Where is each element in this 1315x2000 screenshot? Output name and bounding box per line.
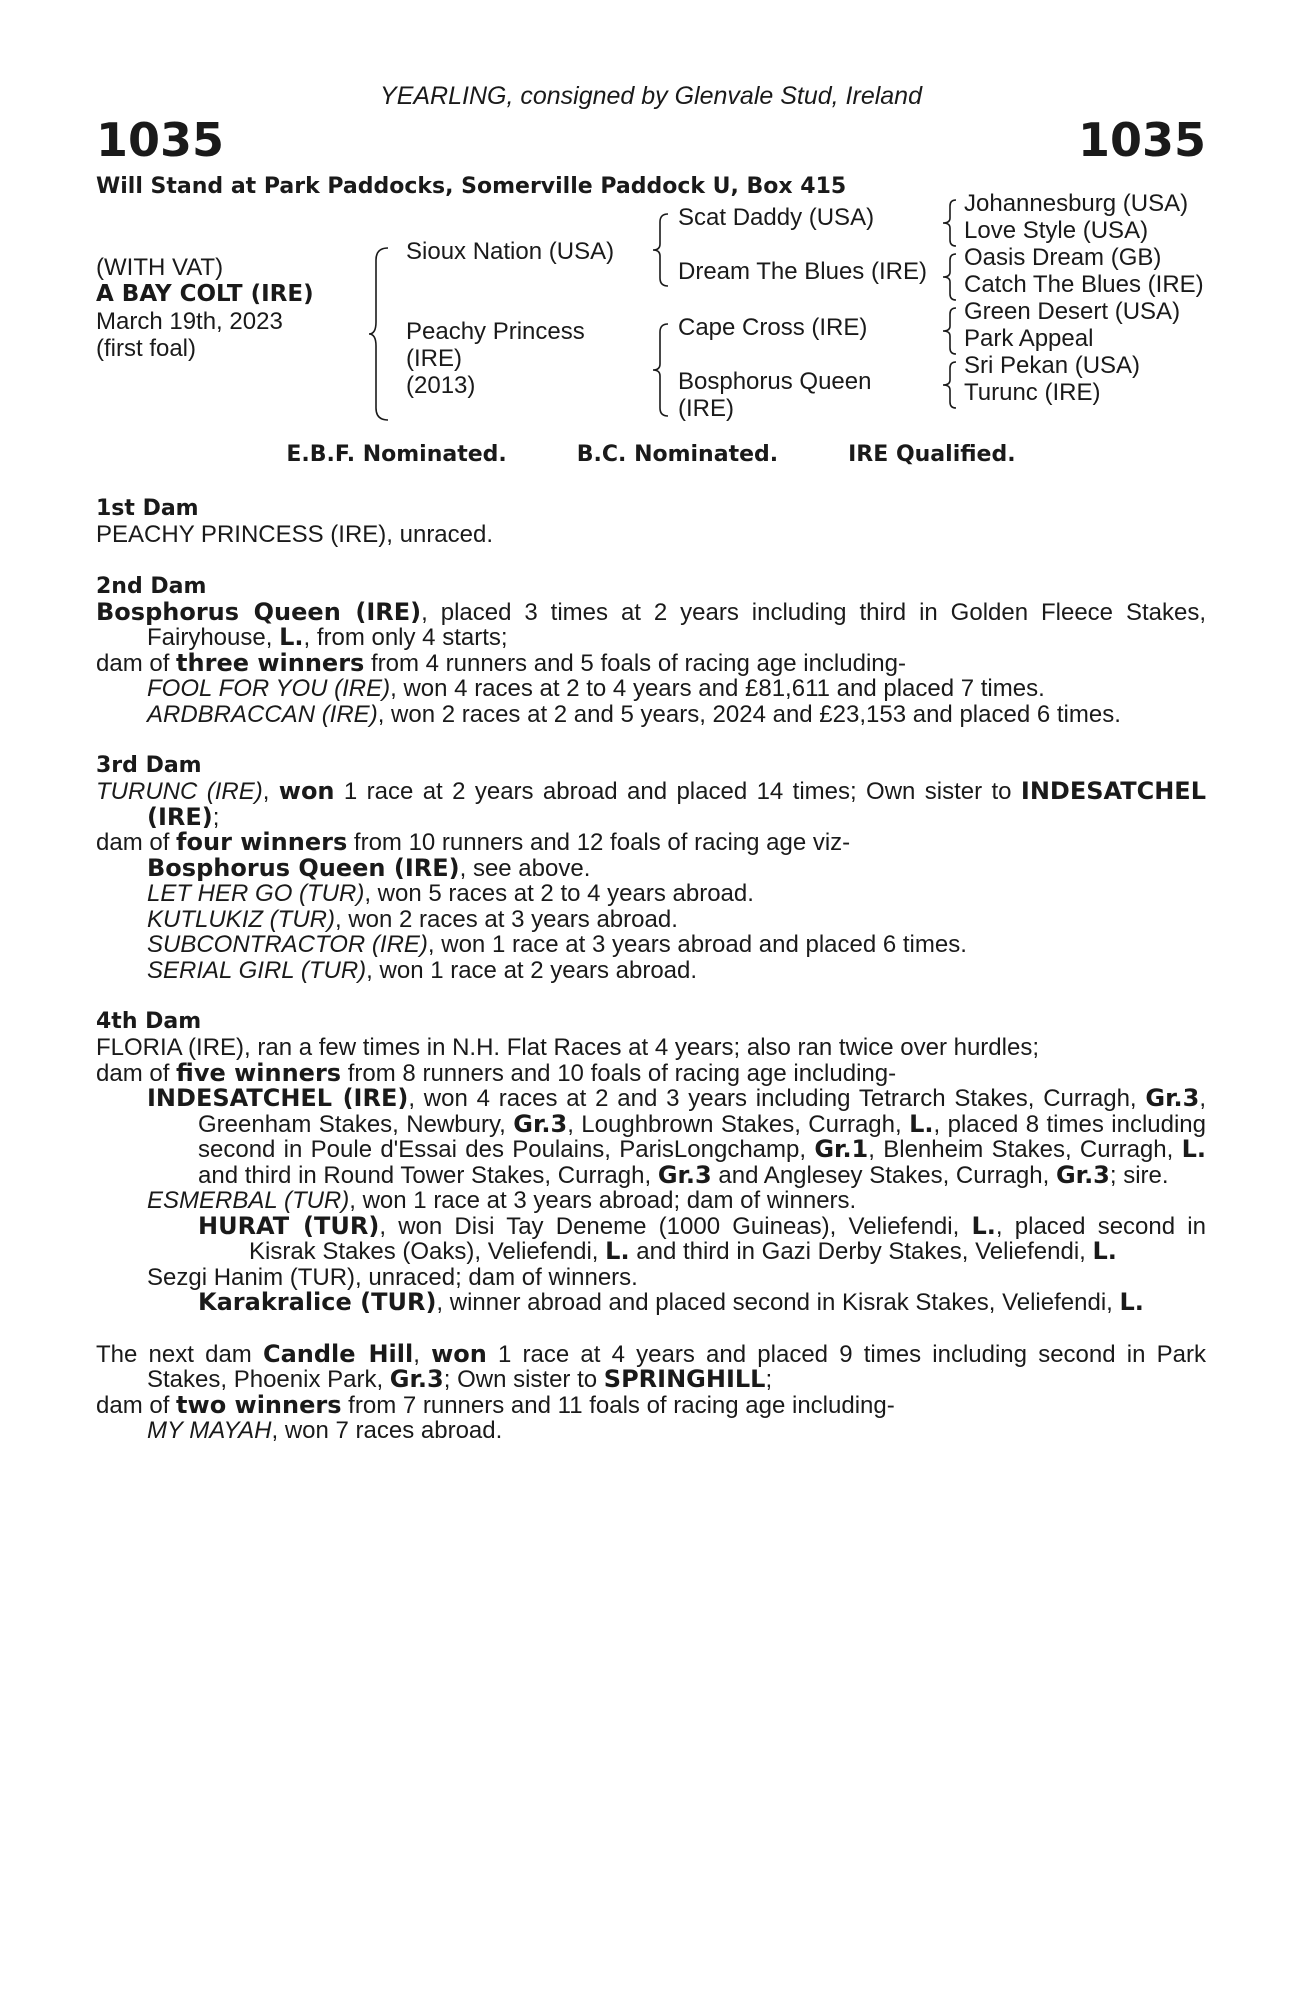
second-dam-produce	[96, 648, 1206, 677]
progeny-name: MY MAYAH	[147, 1417, 272, 1444]
pedigree-brace	[942, 252, 958, 302]
text: , from only 4 starts;	[303, 624, 508, 651]
next-dam-text	[96, 1339, 1206, 1393]
group-badge: Gr.3	[389, 1365, 444, 1393]
horse-name: A BAY COLT (IRE)	[96, 281, 314, 307]
catalogue-page	[96, 80, 1206, 1444]
dam-sire-sire: Green Desert (USA)	[964, 298, 1181, 325]
text: , won 2 races at 3 years abroad.	[335, 905, 678, 933]
text: ; sire.	[1109, 1161, 1169, 1189]
text: , Blenheim Stakes, Curragh,	[868, 1136, 1182, 1163]
nominations	[96, 440, 1206, 470]
text: , won 4 races at 2 to 4 years and £81,611 and placed 7 times.	[390, 675, 1045, 702]
dam-sire-dam: Park Appeal	[964, 325, 1094, 352]
next-dam-section	[96, 1339, 1206, 1444]
text: from 8 runners and 10 foals of racing age including-	[341, 1059, 897, 1087]
dam-dam-dam: Turunc (IRE)	[964, 379, 1101, 406]
text: dam of	[96, 1059, 177, 1087]
progeny-name: Karakralice (TUR)	[198, 1288, 437, 1316]
dam-sire: Cape Cross (IRE)	[678, 314, 868, 341]
sire-sire: Scat Daddy (USA)	[678, 204, 875, 231]
group-badge: Gr.3	[1145, 1084, 1200, 1112]
pedigree-brace	[942, 198, 958, 248]
text: ;	[212, 803, 220, 831]
progeny-item	[96, 1418, 1206, 1444]
dam-line-3: (2013)	[406, 372, 476, 399]
third-dam-section	[96, 753, 1206, 983]
pedigree-table	[96, 190, 1206, 436]
fourth-dam-section	[96, 1009, 1206, 1316]
progeny-item	[96, 1188, 1206, 1214]
fourth-dam-produce	[96, 1058, 1206, 1087]
lot-number-left: 1035	[96, 113, 225, 167]
progeny-name: Bosphorus Queen (IRE)	[147, 853, 460, 882]
dam-name: Candle Hill	[262, 1339, 414, 1368]
text: dam of	[96, 829, 177, 856]
text: , won 7 races abroad.	[271, 1417, 503, 1444]
ebf-nomination: E.B.F. Nominated.	[286, 442, 507, 467]
dam-line-2: (IRE)	[406, 345, 462, 372]
horse-dob: March 19th, 2023	[96, 308, 283, 335]
progeny-item	[96, 702, 1206, 728]
group-badge: Gr.3	[513, 1109, 568, 1138]
text: , see above.	[459, 854, 591, 882]
pedigree-brace	[368, 246, 390, 422]
progeny-name: SERIAL GIRL (TUR)	[147, 956, 367, 984]
text: from 7 runners and 11 foals of racing age including-	[341, 1391, 895, 1419]
progeny-item	[96, 676, 1206, 702]
text: , Loughbrown Stakes, Curragh,	[567, 1110, 910, 1138]
group-badge: Gr.3	[1055, 1160, 1110, 1189]
progeny-name: KUTLUKIZ (TUR)	[147, 905, 335, 933]
listed-badge: L.	[971, 1211, 996, 1240]
sale-header: YEARLING, consigned by Glenvale Stud, Ireland	[380, 82, 922, 110]
text: The next dam	[96, 1340, 263, 1368]
winners-count: two winners	[176, 1390, 342, 1419]
winners-count: five winners	[176, 1058, 342, 1087]
sire-dam-dam: Catch The Blues (IRE)	[964, 271, 1204, 298]
dam-dam-line-2: (IRE)	[678, 395, 734, 422]
dam-name: Bosphorus Queen (IRE)	[96, 597, 422, 626]
text: ;	[765, 1366, 773, 1393]
progeny-item	[96, 958, 1206, 984]
second-dam-section	[96, 574, 1206, 728]
sister-name: SPRINGHILL	[603, 1365, 766, 1393]
stabling-location: Will Stand at Park Paddocks, Somerville Paddock U, Box 415	[96, 174, 847, 199]
text: and third in Gazi Derby Stakes, Veliefendi,	[629, 1238, 1093, 1265]
text: dam of	[96, 1391, 177, 1419]
fourth-dam-heading: 4th Dam	[96, 1009, 202, 1034]
second-dam-heading: 2nd Dam	[96, 573, 207, 599]
sire-dam: Dream The Blues (IRE)	[678, 258, 927, 285]
progeny-name: INDESATCHEL (IRE)	[147, 1084, 409, 1112]
pedigree-brace	[942, 360, 958, 410]
text: , won 1 race at 2 years abroad.	[366, 956, 698, 984]
group-badge: Gr.3	[657, 1160, 712, 1189]
text: , won 1 race at 3 years abroad and placed 6 times.	[427, 931, 967, 958]
progeny-name: ARDBRACCAN (IRE)	[147, 700, 378, 728]
listed-badge: L.	[1119, 1288, 1144, 1316]
text: , won Disi Tay Deneme (1000 Guineas), Veliefendi,	[379, 1212, 972, 1240]
progeny-name: LET HER GO (TUR)	[147, 880, 365, 907]
third-dam-heading: 3rd Dam	[96, 753, 202, 778]
sire-sire-sire: Johannesburg (USA)	[964, 190, 1189, 217]
progeny-item	[96, 881, 1206, 907]
text: , Greenham Stakes, Newbury,	[198, 1085, 1207, 1138]
foal-note: (first foal)	[96, 335, 197, 362]
text: , won 5 races at 2 to 4 years abroad.	[364, 880, 754, 907]
text: , won 1 race at 3 years abroad; dam of winners.	[349, 1187, 857, 1214]
grand-progeny-item	[96, 1290, 1206, 1316]
dam-dam-line-1: Bosphorus Queen	[678, 368, 872, 395]
text: and third in Round Tower Stakes, Curragh,	[198, 1161, 658, 1189]
third-dam-text	[96, 779, 1206, 830]
progeny-item: Sezgi Hanim (TUR), unraced; dam of winners.	[147, 1263, 638, 1291]
text: won	[431, 1339, 487, 1368]
group-badge: Gr.1	[814, 1135, 869, 1163]
first-dam-text: PEACHY PRINCESS (IRE), unraced.	[96, 521, 494, 548]
text: from 10 runners and 12 foals of racing age viz-	[347, 829, 851, 856]
ire-qualified: IRE Qualified.	[848, 442, 1016, 467]
text: , winner abroad and placed second in Kisrak Stakes, Veliefendi,	[436, 1289, 1120, 1316]
progeny-item	[96, 1086, 1206, 1188]
next-dam-produce	[96, 1390, 1206, 1419]
text: ; Own sister to	[443, 1366, 604, 1393]
third-dam-produce	[96, 830, 1206, 856]
progeny-name: SUBCONTRACTOR (IRE)	[147, 931, 428, 958]
progeny-name: ESMERBAL (TUR)	[147, 1187, 350, 1214]
progeny-item	[96, 932, 1206, 958]
text: and Anglesey Stakes, Curragh,	[711, 1161, 1056, 1189]
sire: Sioux Nation (USA)	[406, 238, 615, 265]
text: from 4 runners and 5 foals of racing age including-	[364, 649, 906, 677]
listed-badge: L.	[1181, 1135, 1206, 1163]
lot-number-row	[96, 112, 1206, 168]
text: , placed 3 times at 2 years including third in Golden Fleece Stakes, Fairyhouse,	[147, 598, 1206, 651]
pedigree-brace	[652, 322, 670, 418]
progeny-name: HURAT (TUR)	[198, 1211, 380, 1240]
text: 1 race at 2 years abroad and placed 14 times; Own sister to	[334, 778, 1021, 805]
dam-dam-sire: Sri Pekan (USA)	[964, 352, 1141, 379]
grand-progeny-item	[96, 1211, 1206, 1265]
text: 1 race at 4 years and placed 9 times including second in Park Stakes, Phoenix Park,	[147, 1340, 1206, 1393]
dam-line-1: Peachy Princess	[406, 318, 585, 345]
lot-number-right: 1035	[1077, 113, 1206, 167]
winners-count: four winners	[176, 828, 348, 856]
first-dam-heading: 1st Dam	[96, 496, 199, 521]
sire-sire-dam: Love Style (USA)	[964, 217, 1149, 244]
winners-count: three winners	[176, 648, 365, 677]
text: , won 2 races at 2 and 5 years, 2024 and £23,153 and placed 6 times.	[377, 700, 1121, 728]
listed-badge: L.	[1092, 1237, 1117, 1265]
bc-nomination: B.C. Nominated.	[576, 442, 779, 467]
text: , won 4 races at 2 and 3 years including Tetrarch Stakes, Curragh,	[408, 1085, 1146, 1112]
progeny-item	[96, 907, 1206, 933]
sire-dam-sire: Oasis Dream (GB)	[964, 244, 1162, 271]
pedigree-brace	[942, 306, 958, 356]
pedigree-brace	[652, 212, 670, 288]
text: , placed second in Kisrak Stakes (Oaks), Veliefendi,	[249, 1212, 1206, 1265]
text: dam of	[96, 649, 177, 677]
text: ,	[413, 1340, 432, 1368]
progeny-item	[96, 853, 1206, 882]
fourth-dam-text: FLORIA (IRE), ran a few times in N.H. Flat Races at 4 years; also ran twice over hurdles;	[96, 1034, 1039, 1061]
vat-note: (WITH VAT)	[96, 254, 224, 281]
listed-badge: L.	[279, 623, 304, 651]
sister-name: INDESATCHEL (IRE)	[147, 777, 1206, 831]
second-dam-text	[96, 597, 1206, 651]
progeny-name: FOOL FOR YOU (IRE)	[147, 675, 391, 702]
text: won	[278, 777, 335, 805]
dam-name: TURUNC (IRE)	[96, 778, 263, 805]
listed-badge: L.	[909, 1109, 934, 1138]
text: , placed 8 times including second in Poule d'Essai des Poulains, ParisLongchamp,	[198, 1110, 1207, 1163]
text: ,	[262, 778, 279, 805]
listed-badge: L.	[605, 1237, 630, 1265]
first-dam-section	[96, 496, 1206, 548]
